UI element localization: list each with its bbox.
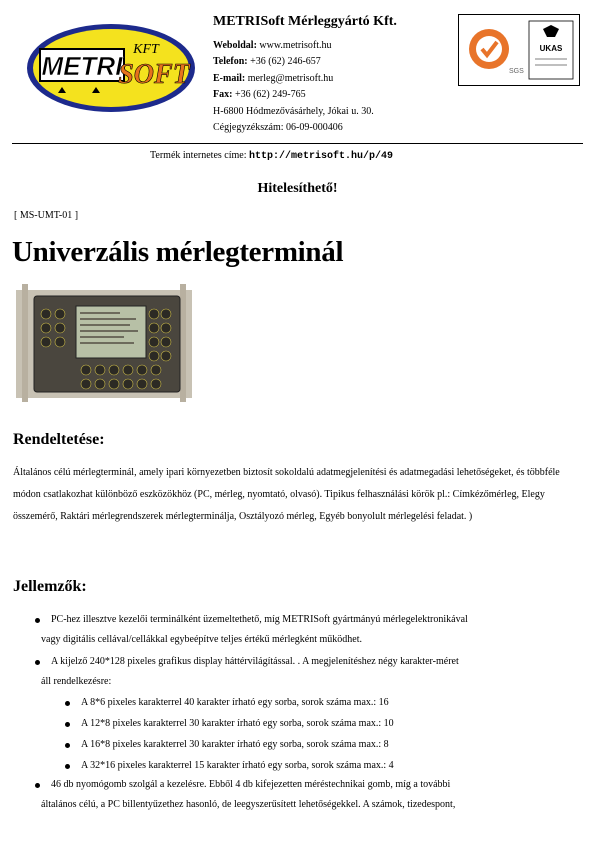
feature-sub-item-1: A 8*6 pixeles karakterrel 40 karakter írható egy sorba, sorok száma max.: 16 (81, 697, 389, 708)
product-photo (16, 284, 192, 402)
logo-soft-text: SOFT (118, 59, 190, 90)
page-title: Univerzális mérlegterminál (12, 236, 344, 268)
feature-item-3-line1: 46 db nyomógomb szolgál a kezelésre. Ebből 4 db kifejezetten méréstechnikai gomb, míg a további (51, 779, 451, 790)
bullet-icon (35, 660, 40, 665)
feature-item-3-line2: általános célú, a PC billentyűzethez hasonló, de leegyszerűsített lehetőségekkel. A számok, tizedespont, (41, 799, 456, 810)
sub-bullet-icon (65, 722, 70, 727)
purpose-paragraph: Általános célú mérlegterminál, amely ipari környezetben biztosít sokoldalú adatmegjelenítési és adatmegadási lehetőségeket, és többféle módon csatlakozhat különböző eszközökhöz (PC, mérleg, nyomtató, olvasó). Tipikus felhasználási körök pl.: Címkézőmérleg, Elegy összemérő, Raktári mérlegrendszerek mérlegterminálja, Osztályozó mérleg, Egyéb bonyolult mérlegelési feladat. ) (13, 467, 560, 522)
contact-line-address: H-6800 Hódmezővásárhely, Jókai u. 30. (213, 105, 374, 117)
sub-bullet-icon (65, 701, 70, 706)
header-divider (12, 143, 583, 144)
company-name: METRISoft Mérleggyártó Kft. (213, 14, 397, 29)
certifiable-badge: Hitelesíthető! (257, 181, 338, 196)
feature-sub-item-4: A 32*16 pixeles karakterrel 15 karakter írható egy sorba, sorok száma max.: 4 (81, 760, 394, 771)
feature-item-2-line1: A kijelző 240*128 pixeles grafikus display háttérvilágítással. . A megjelenítéshez négy karakter-méret (51, 656, 459, 667)
contact-line-registry: Cégjegyzékszám: 06-09-000406 (213, 122, 343, 134)
product-url-line: Termék internetes címe: http://metrisoft.hu/p/49 (150, 150, 394, 162)
sub-bullet-icon (65, 764, 70, 769)
contact-line-phone: Telefon: +36 (62) 246-657 (213, 56, 321, 68)
logo-main-text: METRI (41, 51, 123, 81)
bullet-icon (35, 618, 40, 623)
section-heading-features: Jellemzők: (13, 578, 87, 595)
feature-item-2-line2: áll rendelkezésre: (41, 676, 112, 687)
sub-bullet-icon (65, 743, 70, 748)
feature-item-1-line2: vagy digitális cellával/cellákkal egybeépítve teljes értékű mérlegként működhet. (41, 634, 362, 645)
product-code: [ MS-UMT-01 ] (14, 210, 79, 221)
feature-sub-item-3: A 16*8 pixeles karakterrel 30 karakter írható egy sorba, sorok száma max.: 8 (81, 739, 389, 750)
logo-kft-text: KFT (133, 42, 159, 57)
bullet-icon (35, 783, 40, 788)
cert-ukas-text: UKAS (539, 44, 563, 53)
cert-sgs-text: SGS (509, 68, 524, 75)
contact-line-web: Weboldal: www.metrisoft.hu (213, 40, 332, 51)
company-logo (26, 23, 196, 113)
product-url-link[interactable]: http://metrisoft.hu/p/49 (248, 151, 394, 162)
contact-line-email: E-mail: merleg@metrisoft.hu (213, 72, 334, 84)
feature-item-1-line1: PC-hez illesztve kezelői terminálként üzemeltethető, míg METRISoft gyártmányú mérlegelektronikával (51, 614, 468, 625)
section-heading-purpose: Rendeltetése: (13, 431, 105, 448)
certification-badges (458, 14, 580, 86)
contact-line-fax: Fax: +36 (62) 249-765 (213, 89, 306, 101)
feature-sub-item-2: A 12*8 pixeles karakterrel 30 karakter írható egy sorba, sorok száma max.: 10 (81, 718, 394, 729)
contact-block (213, 38, 374, 136)
